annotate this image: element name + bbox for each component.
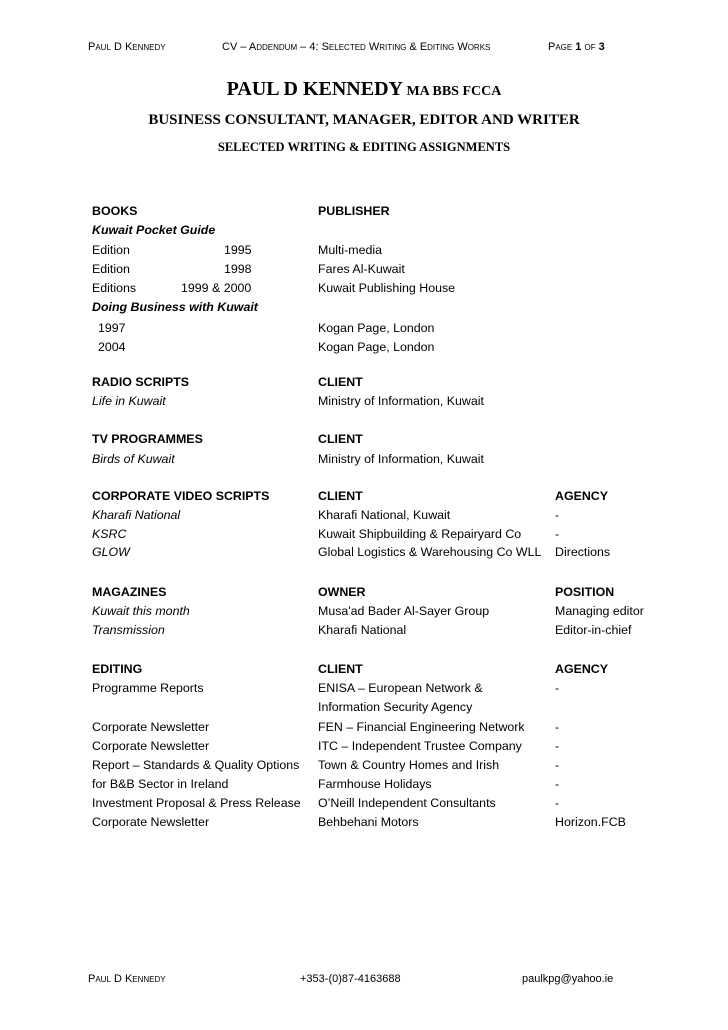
radio-client: Ministry of Information, Kuwait [318,394,484,408]
book-title: Doing Business with Kuwait [92,300,258,314]
video-row [0,545,728,564]
video-agency: - [555,508,560,522]
editing-agency: - [555,739,560,753]
radio-item: Life in Kuwait [92,394,166,408]
subtitle-section: SELECTED WRITING & EDITING ASSIGNMENTS [217,140,511,154]
editing-row [0,777,728,796]
editing-item: Corporate Newsletter [92,815,210,829]
magazine-owner: Kharafi National [318,623,407,637]
edition-year: 1998 [224,262,252,276]
client-heading: CLIENT [318,662,363,676]
book-title: Kuwait Pocket Guide [92,223,216,237]
books-heading: BOOKS [92,204,138,218]
video-item: KSRC [92,527,127,541]
magazine-row [0,604,728,623]
editing-item: Corporate Newsletter [92,720,210,734]
edition-label: Edition [92,262,130,276]
editing-heading: EDITING [92,662,143,676]
editing-item: Corporate Newsletter [92,739,210,753]
editing-agency: - [555,758,560,772]
magazines-heading: MAGAZINES [92,585,167,599]
edition-label: Editions [92,281,137,295]
magazines-heading-row [0,585,728,604]
video-client: Kuwait Shipbuilding & Repairyard Co [318,527,522,541]
video-row [0,527,728,546]
editing-row [0,758,728,777]
magazine-item: Transmission [92,623,165,637]
video-agency: Directions [555,545,611,559]
owner-heading: OWNER [318,585,366,599]
client-heading: CLIENT [318,489,363,503]
editing-agency: Horizon.FCB [555,815,626,829]
editing-row [0,681,728,700]
editing-agency: - [555,681,560,695]
page-current: 1 [575,41,582,53]
book-edition-row [0,281,728,300]
book-title-row [0,300,728,319]
book-publisher: Kogan Page, London [318,340,435,354]
publisher-heading: PUBLISHER [318,204,390,218]
edition-publisher: Multi-media [318,243,383,257]
editing-row [0,815,728,834]
radio-heading-row [0,375,728,394]
book-year-row [0,340,728,359]
footer-email: paulkpg@yahoo.ie [522,973,614,985]
position-heading: POSITION [555,585,615,599]
tv-client: Ministry of Information, Kuwait [318,452,484,466]
tv-heading-row [0,432,728,451]
editing-client: Behbehani Motors [318,815,419,829]
header-author: Paul D Kennedy [88,41,166,53]
editing-row [0,720,728,739]
editing-agency: - [555,777,560,791]
video-item: GLOW [92,545,130,559]
video-row [0,508,728,527]
client-heading: CLIENT [318,375,363,389]
editing-client: ENISA – European Network & [318,681,483,695]
magazine-item: Kuwait this month [92,604,190,618]
author-degrees: MA BBS FCCA [402,84,502,99]
magazine-owner: Musa'ad Bader Al-Sayer Group [318,604,490,618]
editing-item: for B&B Sector in Ireland [92,777,229,791]
name-title [0,78,728,101]
video-heading-row [0,489,728,508]
header-document-title: CV – Addendum – 4: Selected Writing & Editing Works [222,41,491,53]
editing-row-continued [0,700,728,719]
book-year: 1997 [98,321,126,335]
book-year: 2004 [98,340,126,354]
video-item: Kharafi National [92,508,181,522]
page-total: 3 [598,41,605,53]
magazine-position: Editor-in-chief [555,623,632,637]
editing-item: Investment Proposal & Press Release [92,796,301,810]
editing-client: Farmhouse Holidays [318,777,432,791]
book-year-row [0,321,728,340]
editing-client: Town & Country Homes and Irish [318,758,500,772]
editing-client: FEN – Financial Engineering Network [318,720,525,734]
agency-heading: AGENCY [555,489,609,503]
subtitle-role: BUSINESS CONSULTANT, MANAGER, EDITOR AND WRITER [148,112,580,128]
video-client: Kharafi National, Kuwait [318,508,451,522]
client-heading: CLIENT [318,432,363,446]
edition-publisher: Fares Al-Kuwait [318,262,405,276]
editing-item: Programme Reports [92,681,204,695]
tv-item: Birds of Kuwait [92,452,175,466]
editing-row [0,796,728,815]
book-edition-row [0,243,728,262]
video-heading: CORPORATE VIDEO SCRIPTS [92,489,270,503]
page-prefix: Page [548,41,576,53]
book-edition-row [0,262,728,281]
edition-year: 1995 [224,243,252,257]
editing-agency: - [555,720,560,734]
editing-row [0,739,728,758]
radio-item-row [0,394,728,413]
editing-client: O’Neill Independent Consultants [318,796,496,810]
books-heading-row [0,204,728,223]
footer-phone: +353-(0)87-4163688 [300,973,401,985]
video-client: Global Logistics & Warehousing Co WLL [318,545,542,559]
tv-heading: TV PROGRAMMES [92,432,203,446]
editing-item: Report – Standards & Quality Options [92,758,300,772]
editing-heading-row [0,662,728,681]
tv-item-row [0,452,728,471]
video-agency: - [555,527,560,541]
page-of: of [581,41,599,53]
header-page-number [548,41,605,53]
author-name: PAUL D KENNEDY [226,78,403,100]
editing-agency: - [555,796,560,810]
radio-heading: RADIO SCRIPTS [92,375,190,389]
edition-publisher: Kuwait Publishing House [318,281,456,295]
magazine-position: Managing editor [555,604,644,618]
editing-client: ITC – Independent Trustee Company [318,739,522,753]
book-title-row [0,223,728,242]
edition-label: Edition [92,243,130,257]
book-publisher: Kogan Page, London [318,321,435,335]
editing-client-continued: Information Security Agency [318,700,473,714]
agency-heading: AGENCY [555,662,609,676]
footer-author: Paul D Kennedy [88,973,166,985]
magazine-row [0,623,728,642]
edition-year: 1999 & 2000 [181,281,252,295]
